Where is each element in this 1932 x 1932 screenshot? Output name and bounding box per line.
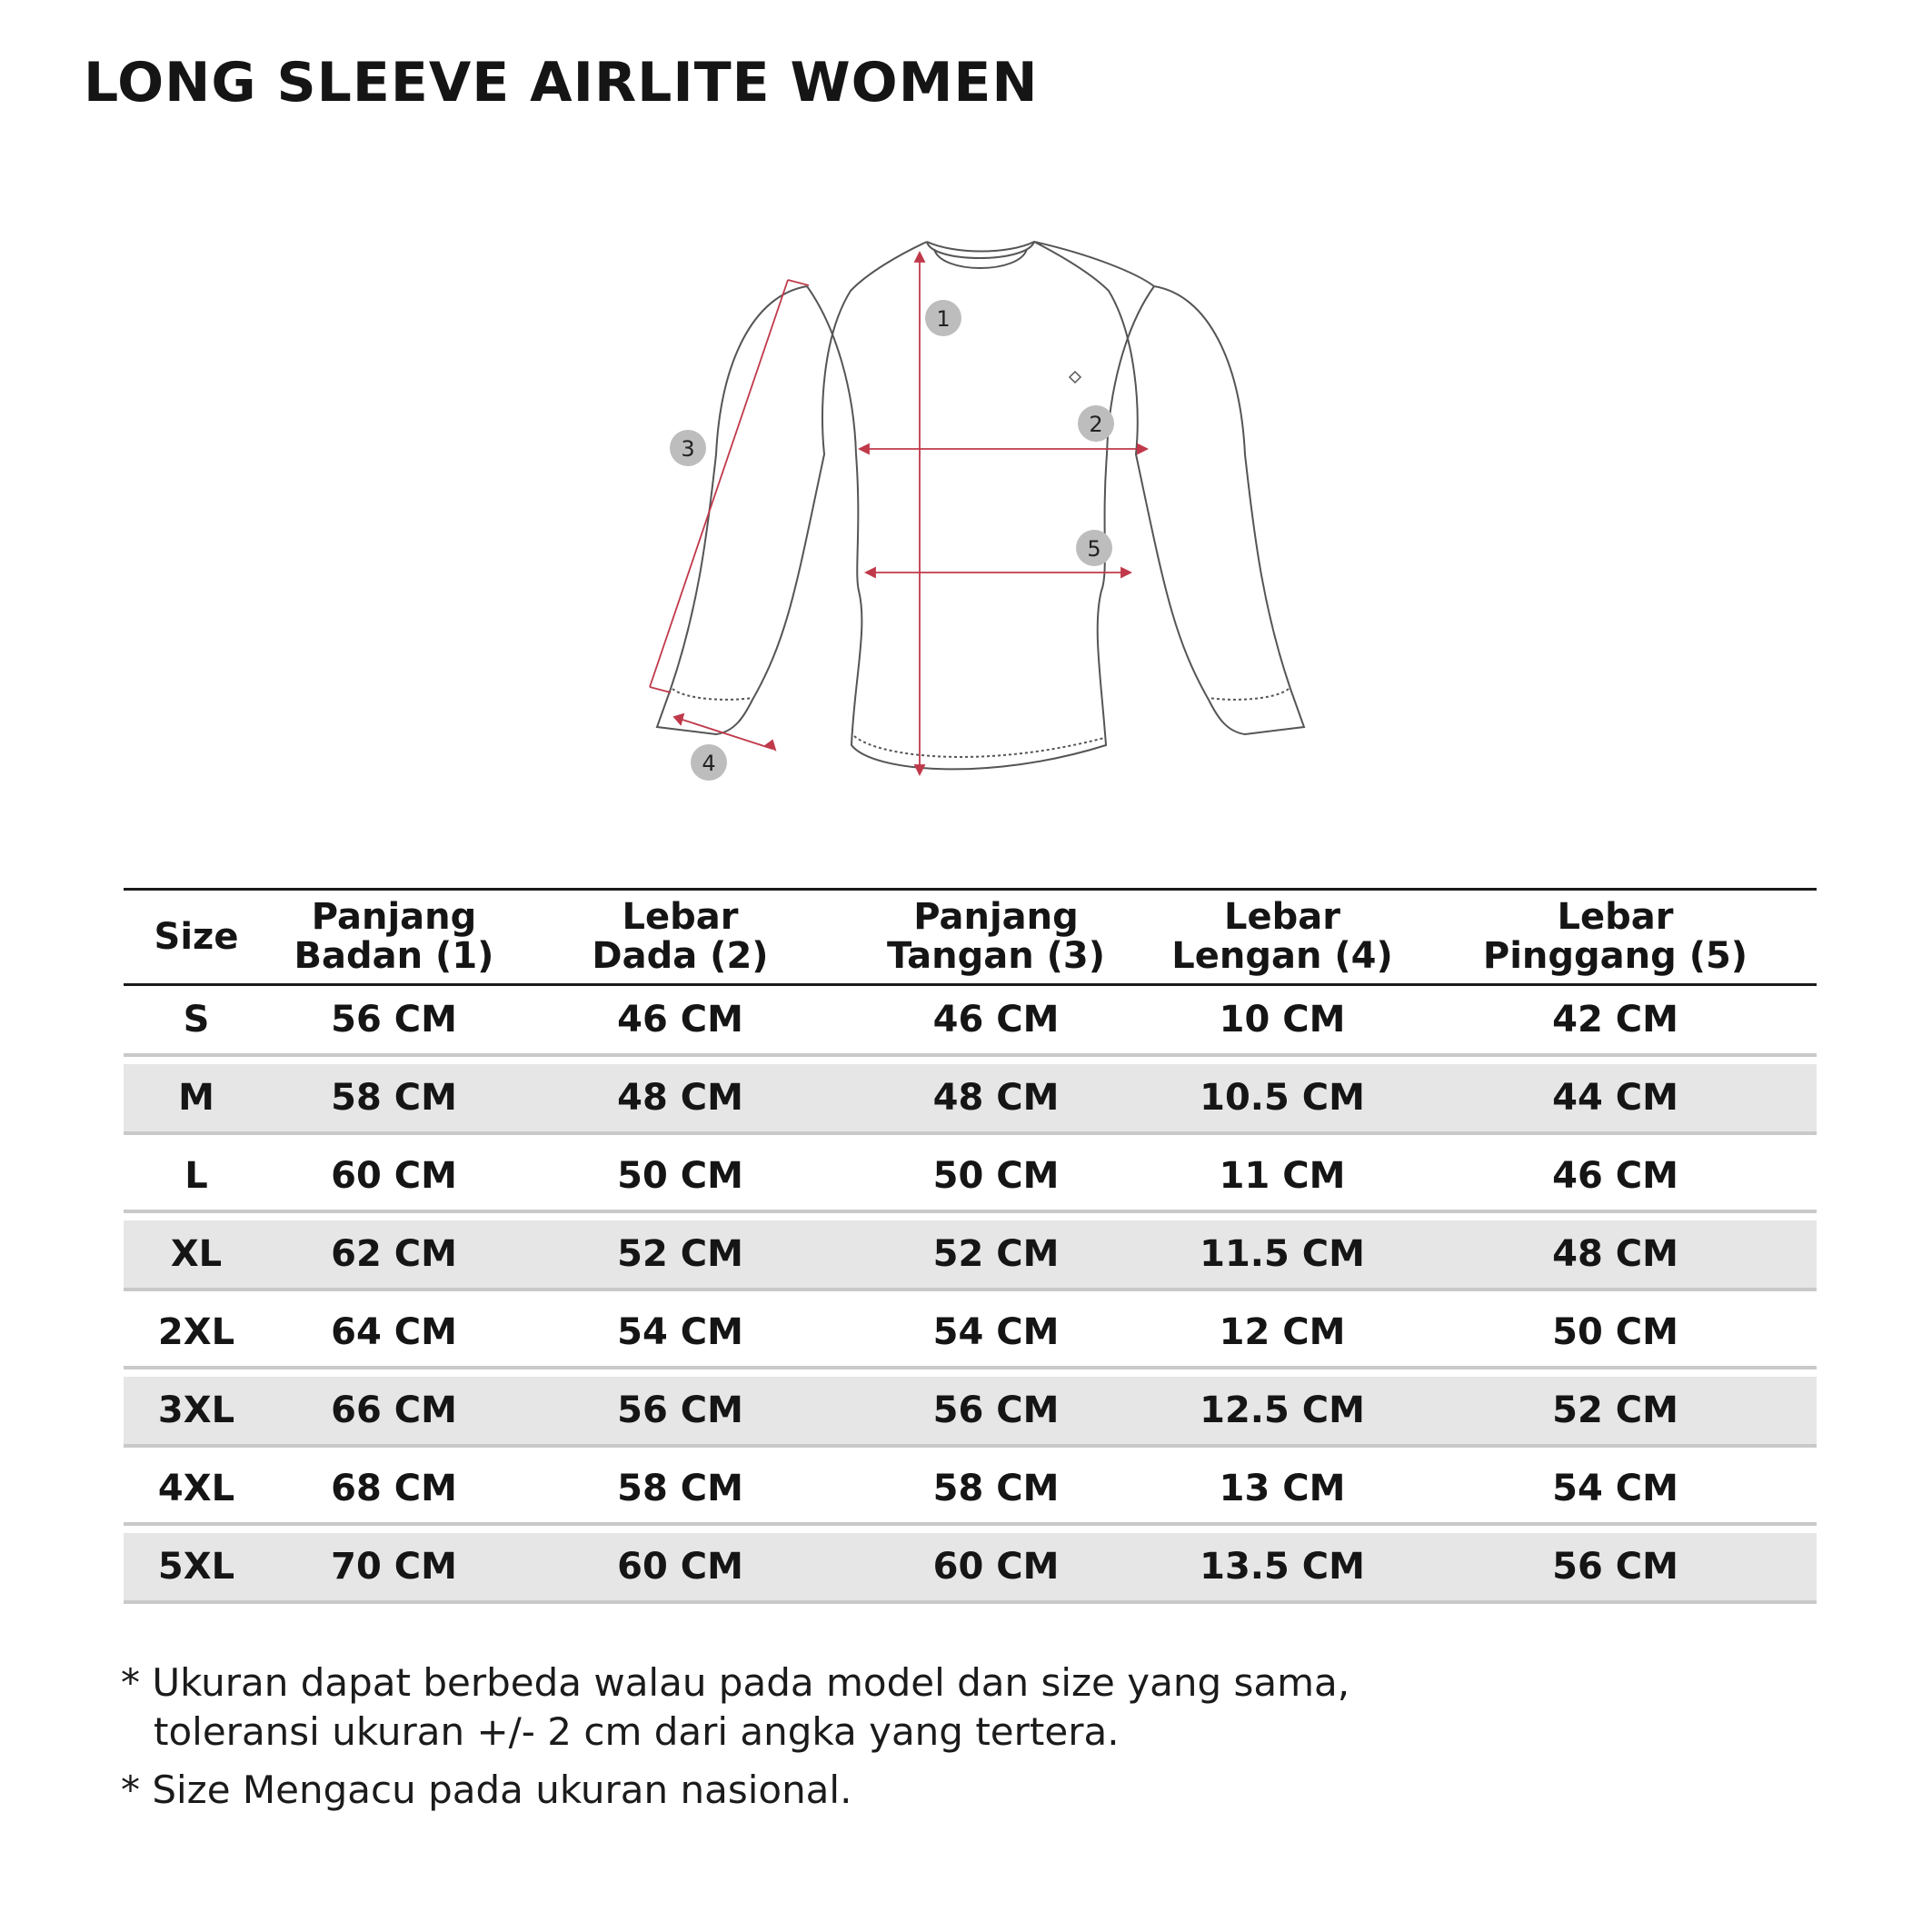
cell: 50 CM bbox=[519, 1142, 842, 1211]
cell: 50 CM bbox=[1414, 1299, 1817, 1368]
table-row bbox=[124, 1142, 1817, 1211]
cell: 70 CM bbox=[269, 1533, 519, 1602]
cell: 46 CM bbox=[842, 985, 1150, 1056]
cell: 66 CM bbox=[269, 1377, 519, 1446]
cell: 46 CM bbox=[519, 985, 842, 1056]
header-size: Size bbox=[124, 890, 269, 985]
shirt-body-outline bbox=[927, 242, 1304, 734]
cell: 13 CM bbox=[1150, 1455, 1414, 1524]
page-title: LONG SLEEVE AIRLITE WOMEN bbox=[84, 51, 1039, 115]
cell: 42 CM bbox=[1414, 985, 1817, 1056]
cell-size: XL bbox=[124, 1220, 269, 1290]
cell: 10 CM bbox=[1150, 985, 1414, 1056]
cell: 56 CM bbox=[842, 1377, 1150, 1446]
cell: 52 CM bbox=[842, 1220, 1150, 1290]
cell: 13.5 CM bbox=[1150, 1533, 1414, 1602]
table-row bbox=[124, 985, 1817, 1056]
footnote-tolerance: * Ukuran dapat berbeda walau pada model dan size yang sama, toleransi ukuran +/- 2 cm dari angka yang tertera. bbox=[121, 1660, 1350, 1754]
footnotes bbox=[121, 1658, 1349, 1823]
table-header-row bbox=[124, 890, 1817, 985]
cell-size: 4XL bbox=[124, 1455, 269, 1524]
svg-text:5: 5 bbox=[1087, 536, 1101, 562]
cell: 48 CM bbox=[1414, 1220, 1817, 1290]
table-row bbox=[124, 1064, 1817, 1133]
cell: 44 CM bbox=[1414, 1064, 1817, 1133]
marker-4 bbox=[691, 744, 727, 781]
cell: 48 CM bbox=[842, 1064, 1150, 1133]
cell: 10.5 CM bbox=[1150, 1064, 1414, 1133]
cell: 58 CM bbox=[519, 1455, 842, 1524]
cell-size: S bbox=[124, 985, 269, 1056]
cell: 62 CM bbox=[269, 1220, 519, 1290]
cell: 50 CM bbox=[842, 1142, 1150, 1211]
header-lebar-pinggang: Lebar Pinggang (5) bbox=[1414, 890, 1817, 985]
cell: 11 CM bbox=[1150, 1142, 1414, 1211]
shirt-illustration bbox=[627, 227, 1336, 809]
marker-5 bbox=[1076, 530, 1112, 566]
cell: 54 CM bbox=[519, 1299, 842, 1368]
cell: 60 CM bbox=[842, 1533, 1150, 1602]
table-row bbox=[124, 1220, 1817, 1290]
marker-1 bbox=[925, 300, 961, 336]
svg-text:3: 3 bbox=[681, 436, 695, 462]
table-row bbox=[124, 1299, 1817, 1368]
marker-2 bbox=[1078, 405, 1114, 442]
cell: 60 CM bbox=[519, 1533, 842, 1602]
size-chart-table bbox=[124, 888, 1817, 1604]
header-panjang-badan: Panjang Badan (1) bbox=[269, 890, 519, 985]
header-panjang-tangan: Panjang Tangan (3) bbox=[842, 890, 1150, 985]
shirt-measurement-diagram bbox=[627, 227, 1336, 809]
cell-size: M bbox=[124, 1064, 269, 1133]
cell: 46 CM bbox=[1414, 1142, 1817, 1211]
cell: 56 CM bbox=[269, 985, 519, 1056]
cell: 68 CM bbox=[269, 1455, 519, 1524]
cell-size: 3XL bbox=[124, 1377, 269, 1446]
svg-text:2: 2 bbox=[1089, 412, 1103, 437]
cell: 52 CM bbox=[519, 1220, 842, 1290]
cell: 58 CM bbox=[269, 1064, 519, 1133]
cell: 48 CM bbox=[519, 1064, 842, 1133]
table-row bbox=[124, 1377, 1817, 1446]
measure-line-3 bbox=[650, 280, 788, 687]
header-lebar-dada: Lebar Dada (2) bbox=[519, 890, 842, 985]
table-row bbox=[124, 1533, 1817, 1602]
footnote-national-size: * Size Mengacu pada ukuran nasional. bbox=[121, 1767, 852, 1812]
cell: 11.5 CM bbox=[1150, 1220, 1414, 1290]
svg-text:4: 4 bbox=[702, 751, 716, 776]
cell: 64 CM bbox=[269, 1299, 519, 1368]
cell-size: 2XL bbox=[124, 1299, 269, 1368]
marker-3 bbox=[670, 430, 706, 466]
cell: 12.5 CM bbox=[1150, 1377, 1414, 1446]
measure-line-4 bbox=[677, 718, 772, 749]
cell: 12 CM bbox=[1150, 1299, 1414, 1368]
cell: 54 CM bbox=[842, 1299, 1150, 1368]
svg-text:1: 1 bbox=[936, 306, 951, 332]
cell: 52 CM bbox=[1414, 1377, 1817, 1446]
cell: 56 CM bbox=[1414, 1533, 1817, 1602]
table-row bbox=[124, 1455, 1817, 1524]
cell: 60 CM bbox=[269, 1142, 519, 1211]
cell: 58 CM bbox=[842, 1455, 1150, 1524]
cell-size: 5XL bbox=[124, 1533, 269, 1602]
cell: 56 CM bbox=[519, 1377, 842, 1446]
cell-size: L bbox=[124, 1142, 269, 1211]
cell: 54 CM bbox=[1414, 1455, 1817, 1524]
header-lebar-lengan: Lebar Lengan (4) bbox=[1150, 890, 1414, 985]
